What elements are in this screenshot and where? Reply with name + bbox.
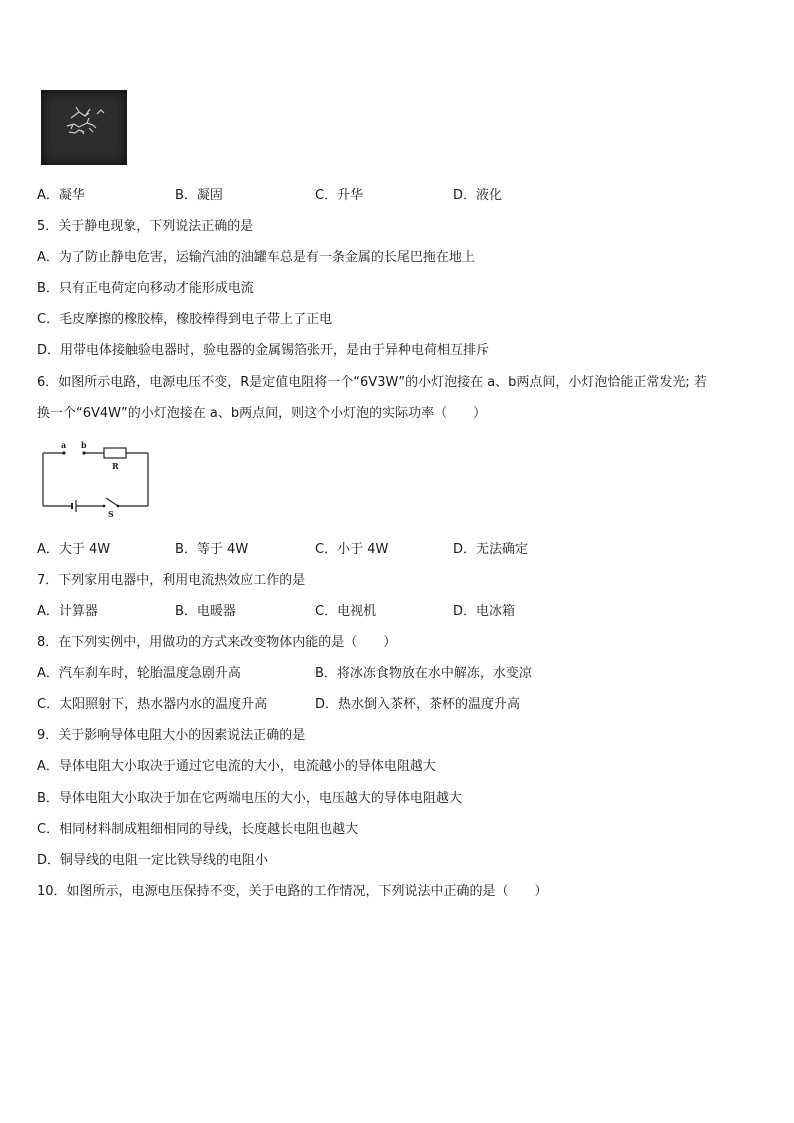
q6-option-a: A．大于 4W <box>37 542 111 557</box>
q9-option-a: A．导体电阻大小取决于通过它电流的大小，电流越小的导体电阻越大 <box>37 759 436 774</box>
q6-stem-line1: 6．如图所示电路，电源电压不变，R是定值电阻将一个“6V3W”的小灯泡接在 a、b两点间，小灯泡恰能正常发光; 若 <box>37 375 707 390</box>
q7-option-d: D．电冰箱 <box>453 604 516 619</box>
q8-option-a: A．汽车刹车时，轮胎温度急剧升高 <box>37 666 241 681</box>
q4-option-d: D．液化 <box>453 188 503 203</box>
frost-pattern-icon <box>41 90 127 165</box>
frost-photo <box>41 90 127 165</box>
q5-option-d: D．用带电体接触验电器时，验电器的金属锡箔张开，是由于异种电荷相互排斥 <box>37 343 490 358</box>
q9-option-b: B．导体电阻大小取决于加在它两端电压的大小，电压越大的导体电阻越大 <box>37 791 462 806</box>
terminal-b <box>82 451 85 454</box>
q9-option-d: D．铜导线的电阻一定比铁导线的电阻小 <box>37 853 269 868</box>
label-b: b <box>81 440 87 450</box>
resistor-r <box>104 448 126 458</box>
switch-s <box>106 498 118 506</box>
q9-stem: 9．关于影响导体电阻大小的因素说法正确的是 <box>37 728 306 743</box>
q6-circuit-diagram <box>38 440 153 520</box>
q4-option-a: A．凝华 <box>37 188 85 203</box>
terminal-a <box>62 451 65 454</box>
q5-option-c: C．毛皮摩擦的橡胶棒，橡胶棒得到电子带上了正电 <box>37 312 333 327</box>
label-s: S <box>108 509 114 519</box>
q7-stem: 7．下列家用电器中，利用电流热效应工作的是 <box>37 573 306 588</box>
q7-option-a: A．计算器 <box>37 604 98 619</box>
q5-option-a: A．为了防止静电危害，运输汽油的油罐车总是有一条金属的长尾巴拖在地上 <box>37 250 475 265</box>
q8-option-d: D．热水倒入茶杯，茶杯的温度升高 <box>315 697 521 712</box>
q6-stem-line2: 换一个“6V4W”的小灯泡接在 a、b两点间，则这个小灯泡的实际功率（ ） <box>37 406 487 421</box>
q5-stem: 5．关于静电现象，下列说法正确的是 <box>37 219 254 234</box>
q7-option-c: C．电视机 <box>315 604 377 619</box>
label-r: R <box>112 461 119 471</box>
q6-option-d: D．无法确定 <box>453 542 529 557</box>
q9-option-c: C．相同材料制成粗细相同的导线，长度越长电阻也越大 <box>37 822 359 837</box>
q10-stem: 10．如图所示，电源电压保持不变，关于电路的工作情况，下列说法中正确的是（ ） <box>37 884 548 899</box>
q7-option-b: B．电暖器 <box>175 604 236 619</box>
q5-option-b: B．只有正电荷定向移动才能形成电流 <box>37 281 254 296</box>
label-a: a <box>61 440 67 450</box>
q6-option-b: B．等于 4W <box>175 542 249 557</box>
q8-option-c: C．太阳照射下，热水器内水的温度升高 <box>37 697 268 712</box>
q4-option-b: B．凝固 <box>175 188 223 203</box>
q6-option-c: C．小于 4W <box>315 542 389 557</box>
q8-stem: 8．在下列实例中，用做功的方式来改变物体内能的是（ ） <box>37 635 397 650</box>
q8-option-b: B．将冰冻食物放在水中解冻，水变凉 <box>315 666 532 681</box>
q4-option-c: C．升华 <box>315 188 364 203</box>
